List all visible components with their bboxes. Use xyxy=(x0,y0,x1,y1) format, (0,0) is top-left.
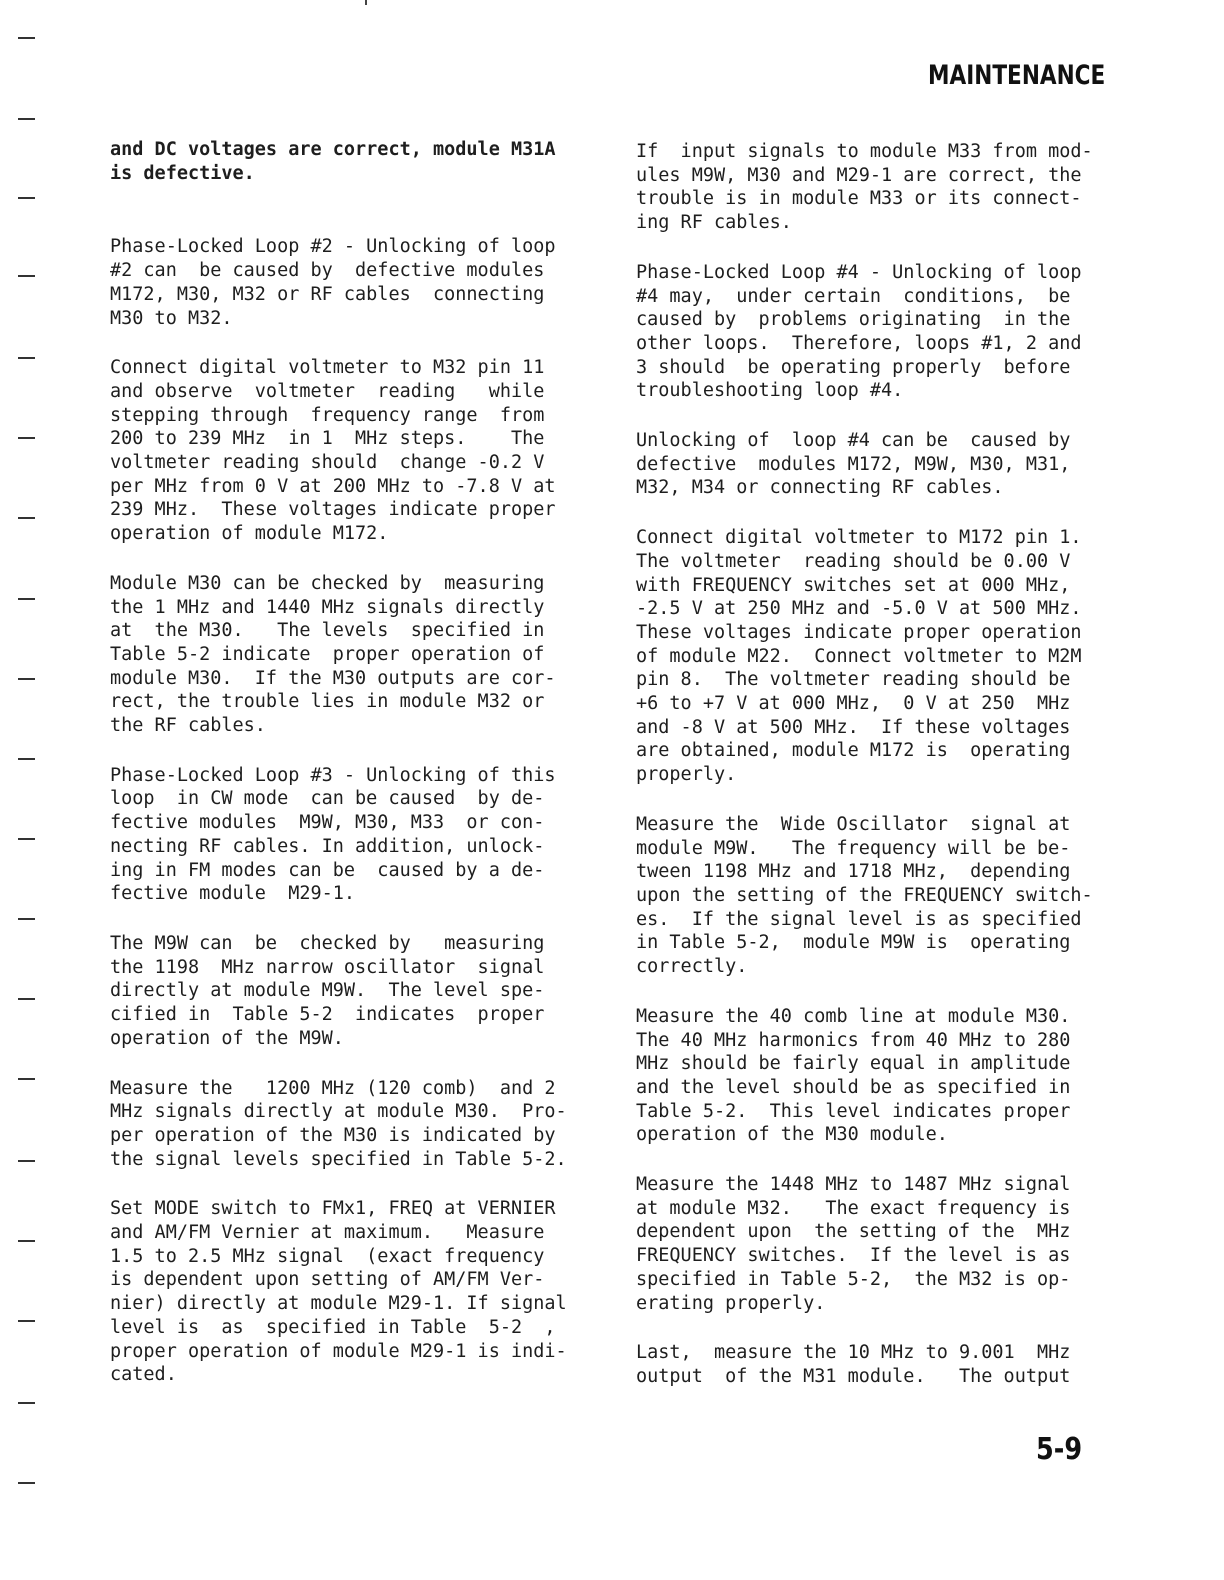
text-line: troubleshooting loop #4. xyxy=(636,380,904,402)
text-line: Measure the 1448 MHz to 1487 MHz signal xyxy=(636,1174,1071,1196)
text-line: The 40 MHz harmonics from 40 MHz to 280 xyxy=(636,1029,1071,1051)
text-line: at module M32. The exact frequency is xyxy=(636,1197,1071,1219)
paragraph xyxy=(636,140,1116,235)
text-line: defective modules M172, M9W, M30, M31, xyxy=(636,453,1071,475)
text-line: ing RF cables. xyxy=(636,212,792,234)
margin-dash xyxy=(18,1482,35,1484)
text-line: The M9W can be checked by measuring xyxy=(110,932,545,954)
margin-dash xyxy=(18,918,35,920)
text-line: properly. xyxy=(636,764,737,786)
text-line: These voltages indicate proper operation xyxy=(636,621,1082,643)
text-line: If input signals to module M33 from mod- xyxy=(636,141,1093,162)
text-line: of module M22. Connect voltmeter to M2M xyxy=(636,645,1082,667)
text-line: Module M30 can be checked by measuring xyxy=(110,572,545,594)
text-line: are obtained, module M172 is operating xyxy=(636,740,1071,762)
margin-dash xyxy=(18,1240,35,1242)
margin-dash xyxy=(18,1160,35,1162)
text-line: M30 to M32. xyxy=(110,307,233,329)
text-line: Last, measure the 10 MHz to 9.001 MHz xyxy=(636,1342,1071,1364)
text-line: 239 MHz. These voltages indicate proper xyxy=(110,499,556,521)
text-line: and the level should be as specified in xyxy=(636,1076,1071,1098)
text-line: nier) directly at module M29-1. If signal xyxy=(110,1293,567,1315)
margin-dash xyxy=(18,758,35,760)
scan-artifact-tick xyxy=(365,0,367,5)
text-line: the signal levels specified in Table 5-2. xyxy=(110,1148,567,1170)
text-line: necting RF cables. In addition, unlock- xyxy=(110,835,545,857)
text-line: voltmeter reading should change -0.2 V xyxy=(110,452,545,474)
paragraph xyxy=(636,1341,1116,1388)
margin-dash xyxy=(18,517,35,519)
text-line: operation of the M30 module. xyxy=(636,1124,948,1146)
text-line: Connect digital voltmeter to M172 pin 1. xyxy=(636,527,1082,549)
margin-dash xyxy=(18,437,35,439)
text-line: cated. xyxy=(110,1364,177,1386)
text-line: erating properly. xyxy=(636,1292,826,1314)
paragraph xyxy=(636,813,1116,979)
text-line: fective module M29-1. xyxy=(110,883,356,905)
paragraph xyxy=(110,1077,590,1172)
text-line: per operation of the M30 is indicated by xyxy=(110,1124,556,1146)
text-line: caused by problems originating in the xyxy=(636,309,1071,331)
text-line: module M30. If the M30 outputs are cor- xyxy=(110,667,556,689)
margin-dash xyxy=(18,998,35,1000)
text-line: other loops. Therefore, loops #1, 2 and xyxy=(636,332,1082,354)
text-line: is dependent upon setting of AM/FM Ver- xyxy=(110,1269,545,1291)
text-line: stepping through frequency range from xyxy=(110,404,545,426)
text-line: +6 to +7 V at 000 MHz, 0 V at 250 MHz xyxy=(636,693,1071,715)
text-line: Table 5-2 indicate proper operation of xyxy=(110,643,545,665)
margin-dash xyxy=(18,838,35,840)
text-line: Phase-Locked Loop #2 - Unlocking of loop xyxy=(110,236,556,258)
margin-dash xyxy=(18,118,35,120)
margin-dash xyxy=(18,1320,35,1322)
text-line: the 1198 MHz narrow oscillator signal xyxy=(110,956,545,978)
paragraph xyxy=(636,1005,1116,1147)
text-line: and -8 V at 500 MHz. If these voltages xyxy=(636,716,1071,738)
text-line: and DC voltages are correct, module M31A xyxy=(110,139,556,160)
paragraph xyxy=(636,261,1116,403)
paragraph xyxy=(636,526,1116,787)
text-line: proper operation of module M29-1 is indi- xyxy=(110,1340,567,1362)
text-line: Measure the 40 comb line at module M30. xyxy=(636,1005,1071,1027)
text-line: specified in Table 5-2, the M32 is op- xyxy=(636,1268,1071,1290)
text-line: operation of module M172. xyxy=(110,523,389,545)
margin-dash xyxy=(18,1402,35,1404)
text-line: directly at module M9W. The level spe- xyxy=(110,980,545,1002)
text-line: fective modules M9W, M30, M33 or con- xyxy=(110,812,545,834)
left-column xyxy=(110,138,590,1387)
text-line: MHz should be fairly equal in amplitude xyxy=(636,1053,1071,1075)
paragraph xyxy=(110,138,590,185)
text-line: 200 to 239 MHz in 1 MHz steps. The xyxy=(110,428,545,450)
text-line: #2 can be caused by defective modules xyxy=(110,260,545,282)
text-line: ing in FM modes can be caused by a de- xyxy=(110,859,545,881)
text-line: is defective. xyxy=(110,162,255,184)
paragraph xyxy=(110,572,590,738)
text-line: rect, the trouble lies in module M32 or xyxy=(110,691,545,713)
text-line: upon the setting of the FREQUENCY switch- xyxy=(636,884,1093,906)
text-line: es. If the signal level is as specified xyxy=(636,908,1082,930)
margin-dash xyxy=(18,1078,35,1080)
text-line: at the M30. The levels specified in xyxy=(110,620,545,642)
margin-dash xyxy=(18,678,35,680)
text-line: the 1 MHz and 1440 MHz signals directly xyxy=(110,596,545,618)
text-line: and observe voltmeter reading while xyxy=(110,380,545,402)
text-line: Phase-Locked Loop #3 - Unlocking of this xyxy=(110,764,556,786)
text-line: Set MODE switch to FMx1, FREQ at VERNIER xyxy=(110,1198,556,1220)
text-line: M172, M30, M32 or RF cables connecting xyxy=(110,283,545,305)
margin-dash xyxy=(18,357,35,359)
paragraph xyxy=(636,429,1116,500)
text-line: per MHz from 0 V at 200 MHz to -7.8 V at xyxy=(110,475,556,497)
text-line: tween 1198 MHz and 1718 MHz, depending xyxy=(636,861,1071,883)
text-line: operation of the M9W. xyxy=(110,1027,344,1049)
section-header: MAINTENANCE xyxy=(928,60,1106,91)
text-line: Unlocking of loop #4 can be caused by xyxy=(636,430,1071,452)
page-number: 5-9 xyxy=(1036,1432,1083,1467)
text-line: Connect digital voltmeter to M32 pin 11 xyxy=(110,357,545,379)
paragraph xyxy=(110,1197,590,1387)
margin-dash xyxy=(18,37,35,39)
text-line: trouble is in module M33 or its connect- xyxy=(636,188,1082,210)
text-line: MHz signals directly at module M30. Pro- xyxy=(110,1101,567,1123)
margin-dash xyxy=(18,197,35,199)
text-line: dependent upon the setting of the MHz xyxy=(636,1221,1071,1243)
text-line: FREQUENCY switches. If the level is as xyxy=(636,1245,1071,1267)
text-line: 1.5 to 2.5 MHz signal (exact frequency xyxy=(110,1245,545,1267)
text-line: with FREQUENCY switches set at 000 MHz, xyxy=(636,574,1071,596)
text-line: the RF cables. xyxy=(110,715,266,737)
text-line: The voltmeter reading should be 0.00 V xyxy=(636,550,1071,572)
text-line: -2.5 V at 250 MHz and -5.0 V at 500 MHz. xyxy=(636,598,1082,620)
right-column xyxy=(636,140,1116,1389)
text-line: 3 should be operating properly before xyxy=(636,356,1071,378)
paragraph xyxy=(110,764,590,906)
text-line: in Table 5-2, module M9W is operating xyxy=(636,932,1071,954)
text-line: pin 8. The voltmeter reading should be xyxy=(636,669,1071,691)
text-line: ules M9W, M30 and M29-1 are correct, the xyxy=(636,164,1082,186)
text-line: cified in Table 5-2 indicates proper xyxy=(110,1004,545,1026)
paragraph xyxy=(110,356,590,546)
text-line: M32, M34 or connecting RF cables. xyxy=(636,477,1004,499)
text-line: output of the M31 module. The output xyxy=(636,1365,1071,1387)
text-line: and AM/FM Vernier at maximum. Measure xyxy=(110,1222,545,1244)
margin-dash xyxy=(18,275,35,277)
text-line: Measure the Wide Oscillator signal at xyxy=(636,813,1071,835)
text-line: Measure the 1200 MHz (120 comb) and 2 xyxy=(110,1077,556,1099)
text-line: loop in CW mode can be caused by de- xyxy=(110,788,545,810)
text-line: #4 may, under certain conditions, be xyxy=(636,285,1071,307)
text-line: Table 5-2. This level indicates proper xyxy=(636,1100,1071,1122)
text-line: module M9W. The frequency will be be- xyxy=(636,837,1071,859)
text-line: Phase-Locked Loop #4 - Unlocking of loop xyxy=(636,261,1082,283)
text-line: correctly. xyxy=(636,956,748,978)
paragraph xyxy=(636,1173,1116,1315)
paragraph xyxy=(110,235,590,330)
paragraph xyxy=(110,932,590,1051)
margin-dash xyxy=(18,598,35,600)
text-line: level is as specified in Table 5-2 , xyxy=(110,1316,556,1338)
